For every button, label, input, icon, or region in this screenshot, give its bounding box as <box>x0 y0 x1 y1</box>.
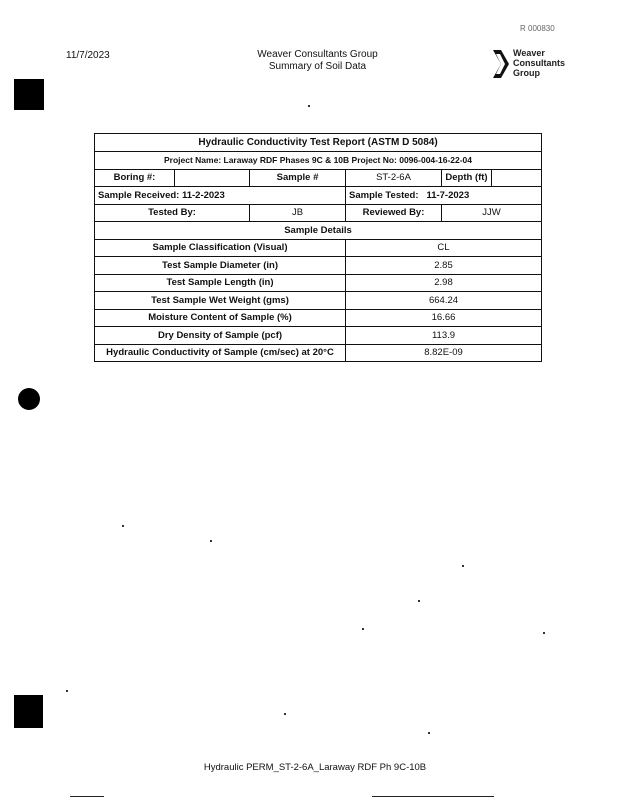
detail-label: Sample Classification (Visual) <box>95 239 346 257</box>
footer-filename: Hydraulic PERM_ST-2-6A_Laraway RDF Ph 9C-10B <box>203 762 427 773</box>
detail-row <box>95 309 542 327</box>
scan-registration-mark <box>14 695 43 728</box>
depth-value <box>492 169 542 187</box>
scan-speck <box>362 628 364 630</box>
scan-speck <box>418 600 420 602</box>
detail-value: 8.82E-09 <box>346 344 542 362</box>
project-line: Project Name: Laraway RDF Phases 9C & 10B Project No: 0096-004-16-22-04 <box>95 152 542 170</box>
detail-row <box>95 327 542 345</box>
sample-received: Sample Received: 11-2-2023 <box>95 187 346 205</box>
scan-registration-mark <box>14 79 44 110</box>
sample-tested-label: Sample Tested: <box>349 189 419 201</box>
logo-text <box>513 48 565 78</box>
scan-punch-hole-mark <box>18 388 40 410</box>
detail-value: 2.98 <box>346 274 542 292</box>
detail-value: CL <box>346 239 542 257</box>
detail-row <box>95 257 542 275</box>
detail-label: Test Sample Wet Weight (gms) <box>95 292 346 310</box>
boring-value <box>175 169 250 187</box>
detail-value: 664.24 <box>346 292 542 310</box>
page-id: R 000830 <box>520 24 555 33</box>
detail-label: Test Sample Diameter (in) <box>95 257 346 275</box>
scan-speck <box>66 690 68 692</box>
sample-value: ST-2-6A <box>346 169 442 187</box>
scan-speck <box>543 632 545 634</box>
scan-speck <box>284 713 286 715</box>
logo-line-3: Group <box>513 68 540 78</box>
scan-speck <box>122 525 124 527</box>
scan-speck <box>428 732 430 734</box>
detail-value: 2.85 <box>346 257 542 275</box>
detail-row <box>95 292 542 310</box>
depth-label: Depth (ft) <box>442 169 492 187</box>
detail-label: Hydraulic Conductivity of Sample (cm/sec) at 20°C <box>95 344 346 362</box>
details-heading: Sample Details <box>95 222 542 240</box>
detail-label: Moisture Content of Sample (%) <box>95 309 346 327</box>
detail-row <box>95 274 542 292</box>
footer-rule <box>70 796 104 797</box>
detail-value: 113.9 <box>346 327 542 345</box>
boring-label: Boring #: <box>95 169 175 187</box>
scan-speck <box>308 105 310 107</box>
scan-speck <box>462 565 464 567</box>
logo-chevron-icon <box>491 48 511 80</box>
detail-row <box>95 239 542 257</box>
sample-label: Sample # <box>250 169 346 187</box>
report-subtitle: Summary of Soil Data <box>268 61 367 72</box>
reviewed-by-label: Reviewed By: <box>346 204 442 222</box>
header-date: 11/7/2023 <box>66 50 110 61</box>
reviewed-by-value: JJW <box>442 204 542 222</box>
detail-label: Dry Density of Sample (pcf) <box>95 327 346 345</box>
detail-label: Test Sample Length (in) <box>95 274 346 292</box>
tested-by-value: JB <box>250 204 346 222</box>
report-title: Hydraulic Conductivity Test Report (ASTM D 5084) <box>95 134 542 152</box>
company-name: Weaver Consultants Group <box>257 49 378 60</box>
sample-tested-value: 11-7-2023 <box>426 189 470 201</box>
logo-line-2: Consultants <box>513 58 566 68</box>
detail-row <box>95 344 542 362</box>
company-logo <box>491 48 581 82</box>
tested-by-label: Tested By: <box>95 204 250 222</box>
logo-line-1: Weaver <box>513 48 545 58</box>
scan-speck <box>210 540 212 542</box>
header-center <box>200 49 435 73</box>
test-report-table <box>94 133 542 362</box>
footer-rule <box>372 796 494 797</box>
detail-value: 16.66 <box>346 309 542 327</box>
sample-tested <box>346 187 542 205</box>
